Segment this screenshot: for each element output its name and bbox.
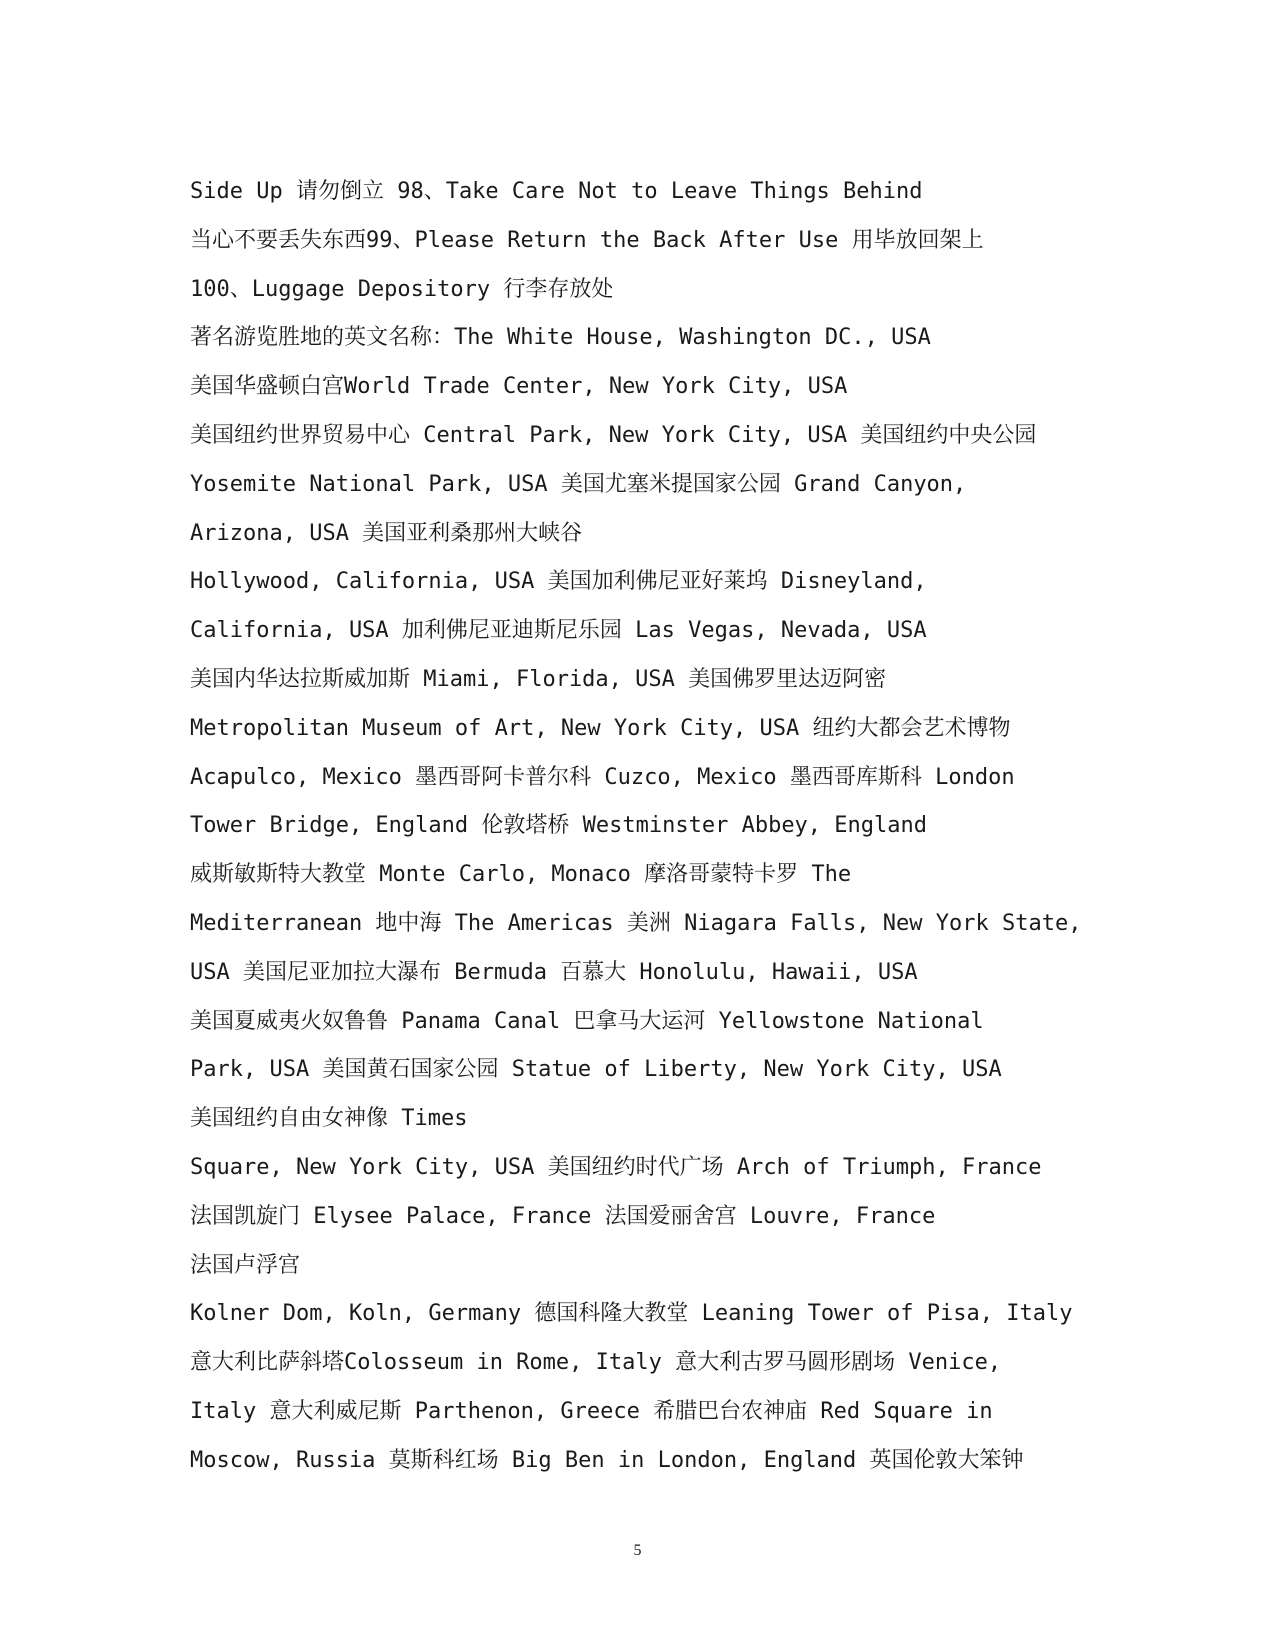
text-line: Moscow, Russia 莫斯科红场 Big Ben in London, England 英国伦敦大笨钟 bbox=[190, 1447, 1024, 1473]
text-line: Park, USA 美国黄石国家公园 Statue of Liberty, New York City, USA bbox=[190, 1057, 1002, 1083]
text-line: 法国卢浮宫 bbox=[190, 1252, 301, 1278]
text-line: 美国夏威夷火奴鲁鲁 Panama Canal 巴拿马大运河 Yellowstone National bbox=[190, 1008, 984, 1034]
text-line: Side Up 请勿倒立 98、Take Care Not to Leave Things Behind bbox=[190, 179, 923, 204]
text-line: 威斯敏斯特大教堂 Monte Carlo, Monaco 摩洛哥蒙特卡罗 The bbox=[190, 862, 852, 888]
text-line: USA 美国尼亚加拉大瀑布 Bermuda 百慕大 Honolulu, Hawaii, USA bbox=[190, 959, 918, 985]
text-line: Hollywood, California, USA 美国加利佛尼亚好莱坞 Disneyland, bbox=[190, 569, 927, 595]
body-text bbox=[190, 168, 1090, 1486]
text-line: California, USA 加利佛尼亚迪斯尼乐园 Las Vegas, Nevada, USA bbox=[190, 618, 927, 644]
text-line: Yosemite National Park, USA 美国尤塞米提国家公园 Grand Canyon, bbox=[190, 471, 967, 497]
text-line: Kolner Dom, Koln, Germany 德国科隆大教堂 Leaning Tower of Pisa, Italy bbox=[190, 1301, 1073, 1327]
text-line: 著名游览胜地的英文名称：The White House, Washington DC., USA bbox=[190, 325, 931, 351]
page-number: 5 bbox=[633, 1542, 642, 1559]
text-line: 美国纽约世界贸易中心 Central Park, New York City, USA 美国纽约中央公园 bbox=[190, 422, 1037, 448]
text-line: 美国内华达拉斯威加斯 Miami, Florida, USA 美国佛罗里达迈阿密 bbox=[190, 666, 887, 692]
text-line: 100、Luggage Depository 行李存放处 bbox=[190, 276, 614, 302]
text-line: 当心不要丢失东西99、Please Return the Back After Use 用毕放回架上 bbox=[190, 227, 984, 253]
text-line: Mediterranean 地中海 The Americas 美洲 Niagara Falls, New York State, bbox=[190, 910, 1082, 936]
text-line: Metropolitan Museum of Art, New York City, USA 纽约大都会艺术博物 bbox=[190, 715, 1011, 741]
text-line: Acapulco, Mexico 墨西哥阿卡普尔科 Cuzco, Mexico 墨西哥库斯科 London bbox=[190, 764, 1015, 790]
text-line: 法国凯旋门 Elysee Palace, France 法国爱丽舍宫 Louvre, France bbox=[190, 1203, 936, 1229]
text-line: Square, New York City, USA 美国纽约时代广场 Arch of Triumph, France bbox=[190, 1154, 1042, 1180]
text-line: 美国纽约自由女神像 Times bbox=[190, 1106, 468, 1132]
text-line: Tower Bridge, England 伦敦塔桥 Westminster Abbey, England bbox=[190, 813, 928, 839]
text-line: Arizona, USA 美国亚利桑那州大峡谷 bbox=[190, 520, 583, 546]
text-line: 意大利比萨斜塔Colosseum in Rome, Italy 意大利古罗马圆形剧场 Venice, bbox=[190, 1350, 1002, 1376]
text-line: Italy 意大利威尼斯 Parthenon, Greece 希腊巴台农神庙 Red Square in bbox=[190, 1398, 993, 1424]
text-line: 美国华盛顿白宫World Trade Center, New York City, USA bbox=[190, 374, 848, 400]
